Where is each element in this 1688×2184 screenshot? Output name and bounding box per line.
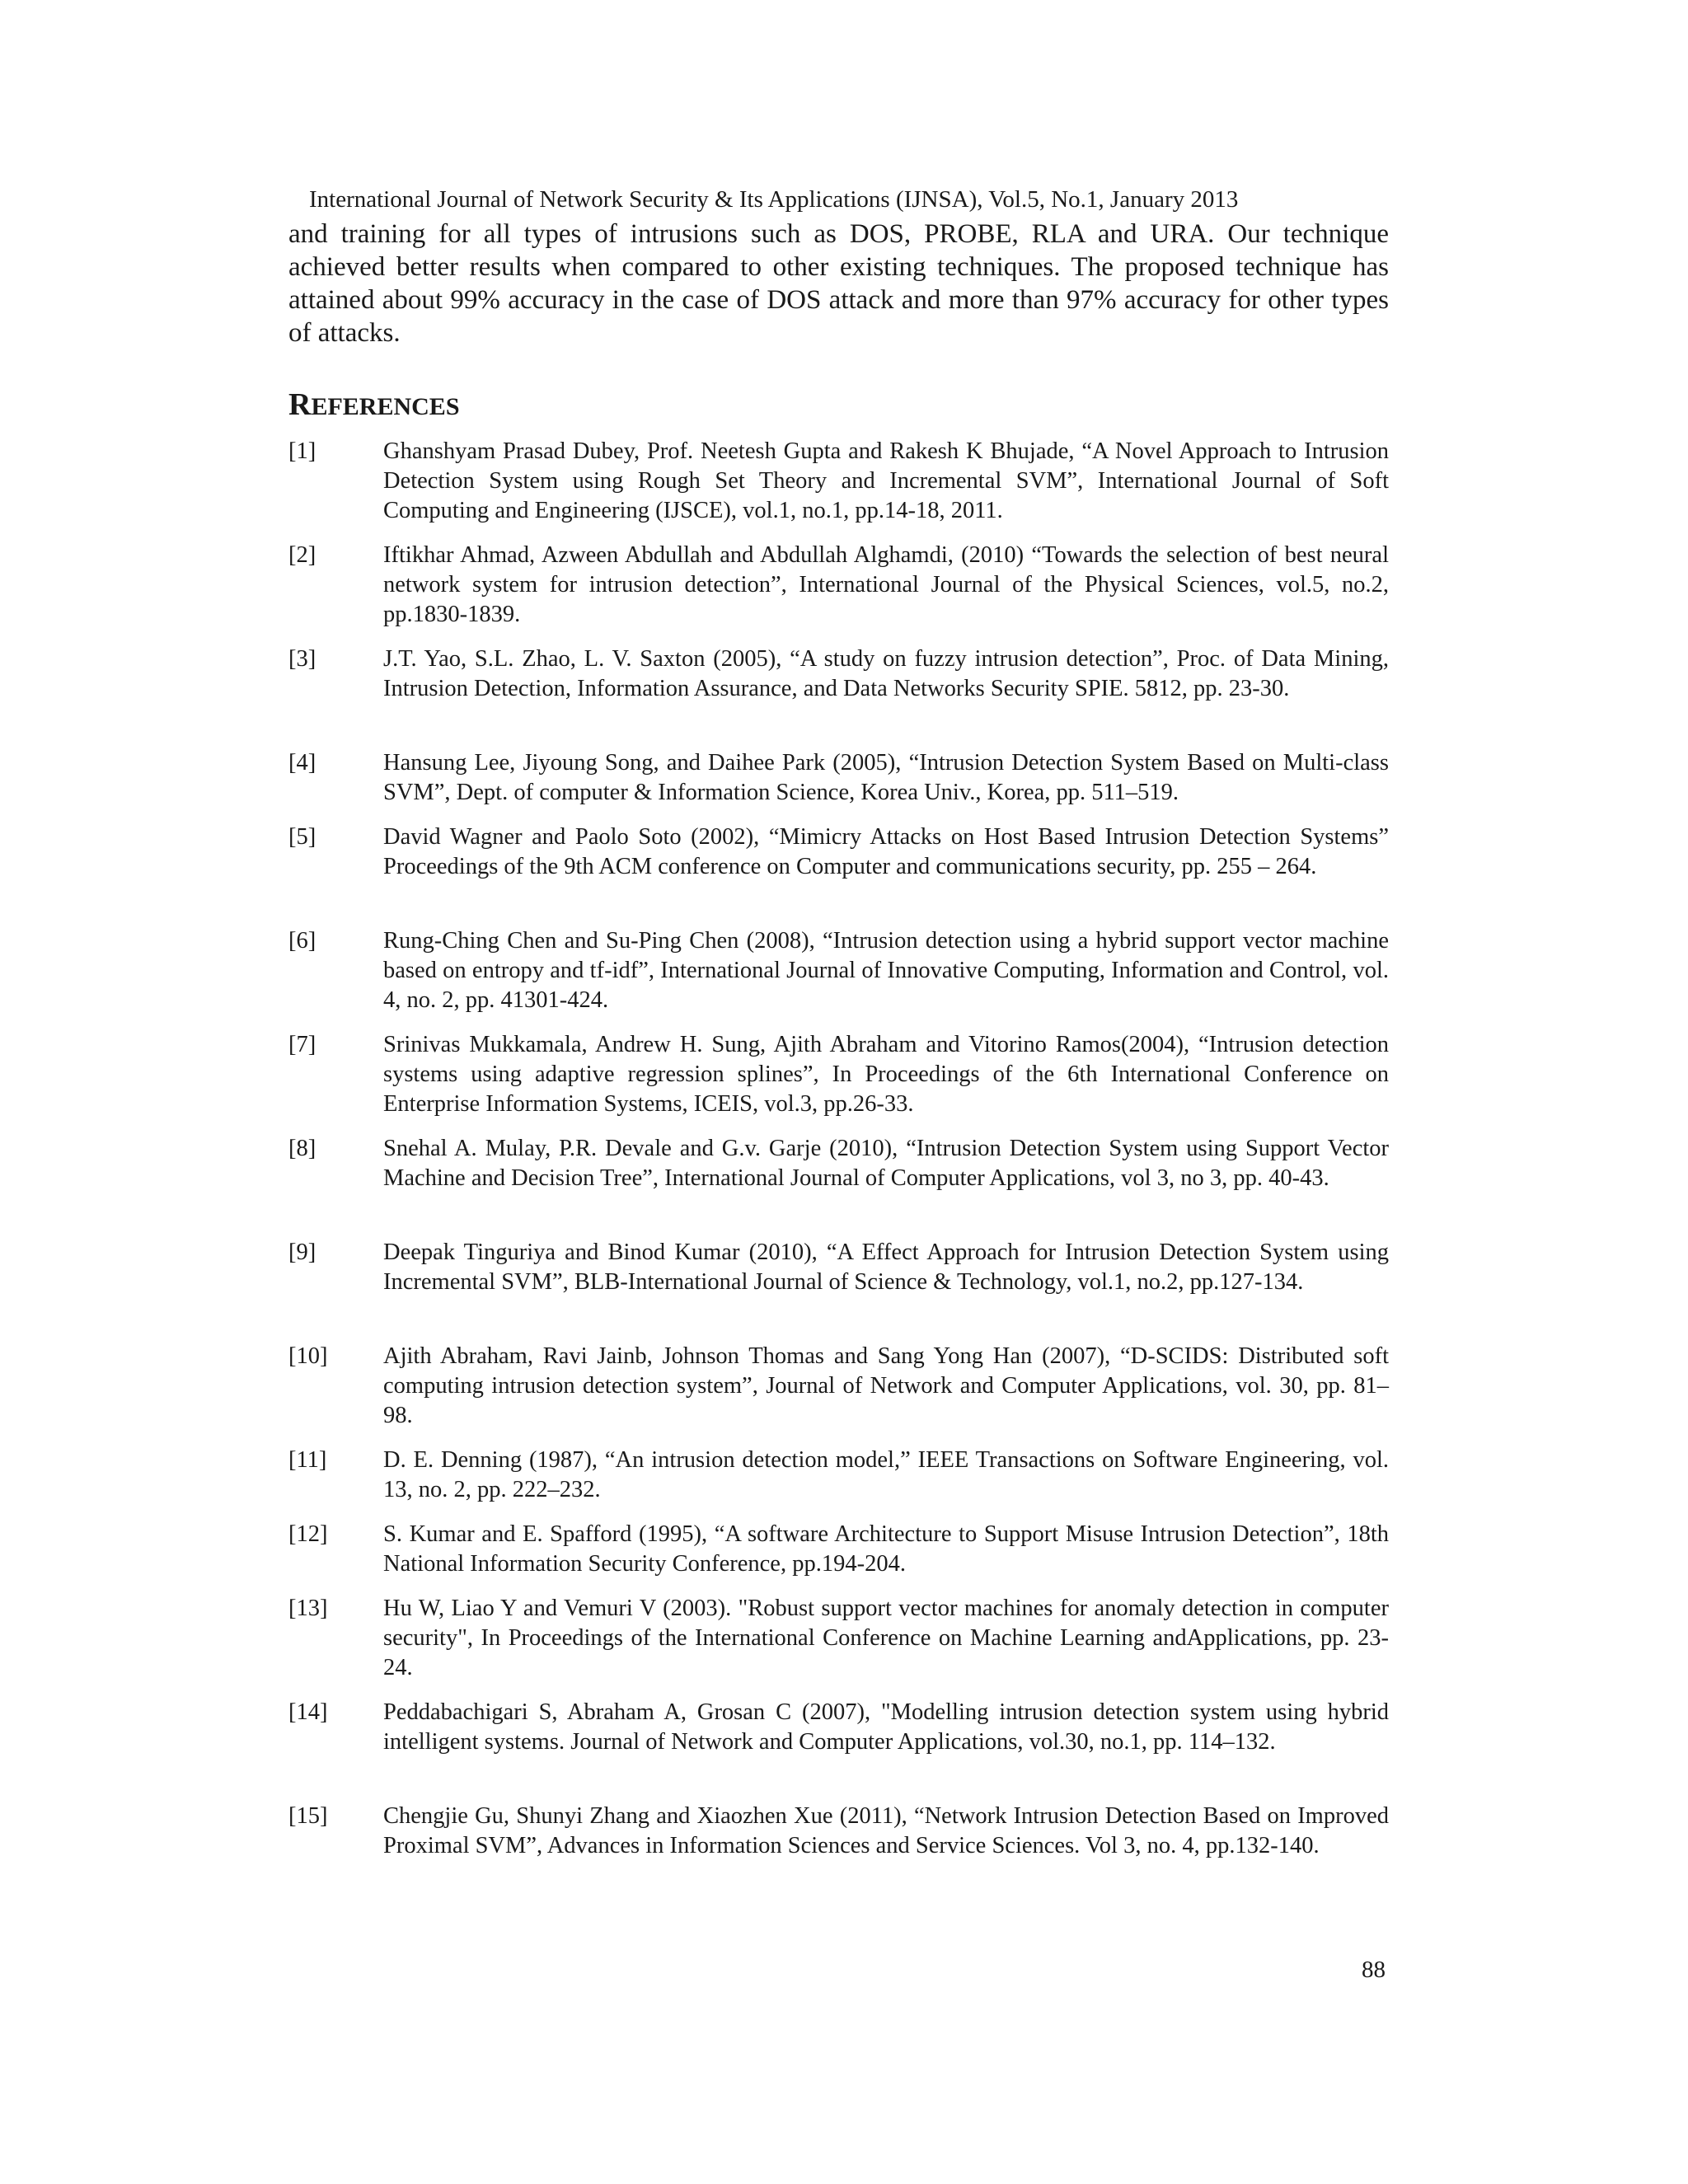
- reference-number: [15]: [288, 1803, 328, 1829]
- reference-text: Srinivas Mukkamala, Andrew H. Sung, Ajith Abraham and Vitorino Ramos(2004), “Intrusion detection systems using adaptive regression splines”, In Proceedings of the 6th International Conference on Enterprise Information Systems, ICEIS, vol.3, pp.26-33.: [383, 1032, 1389, 1117]
- reference-item-9: [288, 1238, 1389, 1297]
- reference-text: Hu W, Liao Y and Vemuri V (2003). "Robust support vector machines for anomaly detection in computer security", In Proceedings of the International Conference on Machine Learning andApplications, pp. 23-24.: [383, 1596, 1389, 1680]
- reference-number: [6]: [288, 928, 316, 954]
- reference-number: [14]: [288, 1699, 328, 1725]
- reference-number: [11]: [288, 1447, 327, 1473]
- reference-item-5: [288, 823, 1389, 882]
- reference-text: Deepak Tinguriya and Binod Kumar (2010), “A Effect Approach for Intrusion Detection System using Incremental SVM”, BLB-International Journal of Science & Technology, vol.1, no.2, pp.127-134.: [383, 1240, 1389, 1295]
- reference-text: D. E. Denning (1987), “An intrusion detection model,” IEEE Transactions on Software Engineering, vol. 13, no. 2, pp. 222–232.: [383, 1447, 1389, 1502]
- reference-item-15: [288, 1802, 1389, 1861]
- reference-text: J.T. Yao, S.L. Zhao, L. V. Saxton (2005), “A study on fuzzy intrusion detection”, Proc. of Data Mining, Intrusion Detection, Information Assurance, and Data Networks Security SPIE. 5812, pp. 23-30.: [383, 646, 1389, 701]
- reference-item-13: [288, 1594, 1389, 1683]
- reference-item-1: [288, 437, 1389, 526]
- reference-text: David Wagner and Paolo Soto (2002), “Mimicry Attacks on Host Based Intrusion Detection Systems” Proceedings of the 9th ACM conference on Computer and communications security, pp. 255 – 264.: [383, 824, 1389, 879]
- reference-number: [12]: [288, 1521, 328, 1547]
- reference-number: [3]: [288, 646, 316, 672]
- reference-number: [1]: [288, 438, 316, 464]
- reference-item-4: [288, 748, 1389, 808]
- reference-item-3: [288, 644, 1389, 704]
- reference-text: Hansung Lee, Jiyoung Song, and Daihee Park (2005), “Intrusion Detection System Based on Multi-class SVM”, Dept. of computer & Information Science, Korea Univ., Korea, pp. 511–519.: [383, 750, 1389, 805]
- reference-number: [5]: [288, 824, 316, 850]
- running-header: International Journal of Network Security & Its Applications (IJNSA), Vol.5, No.1, January 2013: [309, 186, 1239, 213]
- reference-text: Iftikhar Ahmad, Azween Abdullah and Abdullah Alghamdi, (2010) “Towards the selection of best neural network system for intrusion detection”, International Journal of the Physical Sciences, vol.5, no.2, pp.1830-1839.: [383, 542, 1389, 627]
- reference-item-10: [288, 1342, 1389, 1431]
- references-heading: [288, 384, 460, 428]
- reference-text: Peddabachigari S, Abraham A, Grosan C (2007), "Modelling intrusion detection system using hybrid intelligent systems. Journal of Network and Computer Applications, vol.30, no.1, pp. 114–132.: [383, 1699, 1389, 1755]
- reference-number: [13]: [288, 1596, 328, 1621]
- reference-item-6: [288, 926, 1389, 1015]
- reference-item-2: [288, 541, 1389, 630]
- reference-number: [7]: [288, 1032, 316, 1057]
- references-heading-rest: EFERENCES: [311, 393, 460, 420]
- reference-text: Rung-Ching Chen and Su-Ping Chen (2008), “Intrusion detection using a hybrid support vector machine based on entropy and tf-idf”, International Journal of Innovative Computing, Information and Control, vol. 4, no. 2, pp. 41301-424.: [383, 928, 1389, 1013]
- reference-text: Ghanshyam Prasad Dubey, Prof. Neetesh Gupta and Rakesh K Bhujade, “A Novel Approach to Intrusion Detection System using Rough Set Theory and Incremental SVM”, International Journal of Soft Computing and Engineering (IJSCE), vol.1, no.1, pp.14-18, 2011.: [383, 438, 1389, 523]
- reference-item-11: [288, 1446, 1389, 1505]
- reference-item-14: [288, 1698, 1389, 1757]
- reference-number: [4]: [288, 750, 316, 776]
- reference-text: Snehal A. Mulay, P.R. Devale and G.v. Garje (2010), “Intrusion Detection System using Support Vector Machine and Decision Tree”, International Journal of Computer Applications, vol 3, no 3, pp. 40-43.: [383, 1136, 1389, 1191]
- reference-text: Chengjie Gu, Shunyi Zhang and Xiaozhen Xue (2011), “Network Intrusion Detection Based on Improved Proximal SVM”, Advances in Information Sciences and Service Sciences. Vol 3, no. 4, pp.132-140.: [383, 1803, 1389, 1858]
- reference-number: [10]: [288, 1343, 328, 1369]
- reference-item-8: [288, 1134, 1389, 1193]
- reference-number: [9]: [288, 1240, 316, 1265]
- reference-number: [2]: [288, 542, 316, 568]
- body-paragraph: and training for all types of intrusions such as DOS, PROBE, RLA and URA. Our technique achieved better results when compared to other existing techniques. The proposed technique has attained about 99% accuracy in the case of DOS attack and more than 97% accuracy for other types of attacks.: [288, 219, 1389, 348]
- reference-text: S. Kumar and E. Spafford (1995), “A software Architecture to Support Misuse Intrusion Detection”, 18th National Information Security Conference, pp.194-204.: [383, 1521, 1389, 1577]
- reference-item-7: [288, 1030, 1389, 1119]
- reference-number: [8]: [288, 1136, 316, 1161]
- reference-text: Ajith Abraham, Ravi Jainb, Johnson Thomas and Sang Yong Han (2007), “D-SCIDS: Distributed soft computing intrusion detection system”, Journal of Network and Computer Applications, vol. 30, pp. 81–98.: [383, 1343, 1389, 1428]
- page-number: 88: [1362, 1957, 1386, 1983]
- reference-item-12: [288, 1520, 1389, 1579]
- references-heading-initial: R: [288, 387, 312, 422]
